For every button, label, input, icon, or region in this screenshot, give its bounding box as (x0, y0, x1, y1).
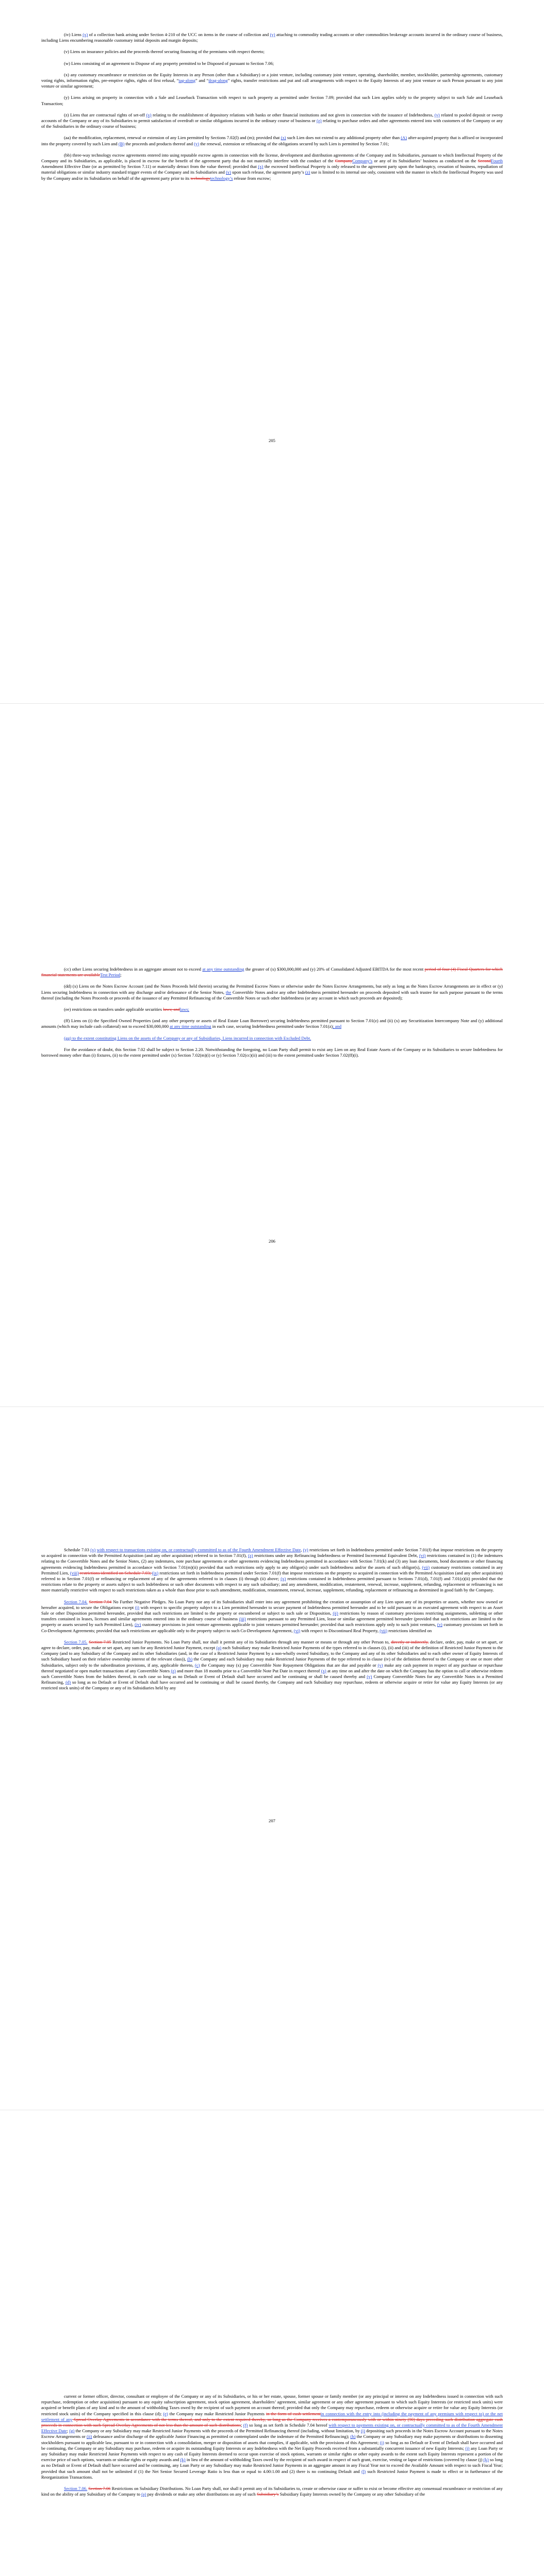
inserted-text: (j) (465, 2445, 470, 2451)
inserted-text: (g) (69, 2428, 75, 2434)
paragraph-text: such Lien does not extend to any additional property other than (286, 135, 401, 141)
paragraph-text: Subsidiary Equity Interests owned by the Company or any other Subsidiary of the (278, 2492, 425, 2497)
paragraph-text: (dd) (x) Liens on the Notes Escrow Account (and the Notes Proceeds held therein) securing the Permitted Escrow Notes or otherwise under the Notes Escrow Arrangements, but only as long as the Notes Escrow Arrangements are in effect or (y) Liens securing Indebtedness in connection with any discharge and/or defeasance of the Senior Notes, (41, 984, 503, 995)
paragraph-text: related to pooled deposit or sweep accounts of the Company or any of its Subsidiaries to permit satisfaction of overdraft or similar obligations incurred in the ordinary course of business or (41, 112, 503, 124)
inserted-text: laws; (179, 1007, 189, 1012)
paragraph-text: (aa) the modification, replacement, renewal or extension of any Lien permitted by Sections 7.02(l) and (m); (64, 135, 256, 141)
inserted-text: (A) (401, 135, 407, 141)
inserted-text: (ii) (86, 2434, 92, 2439)
inserted-text: (a) (216, 1645, 222, 1651)
deleted-text: directly or indirectly, (391, 1639, 429, 1645)
paragraph-text: with respect to specific property subject to a Lien permitted hereunder to secure payment of Indebtedness permitted hereunder and to be sold pursuant to an executed agreement with respect to an Asset Sale or other Disposition permitted hereunder, provided that such restrictions are limited to the property or encumbered or subject to such sale or Disposition, (41, 1604, 503, 1616)
deleted-text: Subsidiary’s (256, 2492, 279, 2497)
page-207-body (41, 1547, 503, 1697)
paragraph-text: (v) Liens on insurance policies and the proceeds thereof securing financing of the premiums with respect thereto; (64, 49, 265, 55)
inserted-text: at any time outstanding (170, 1024, 211, 1029)
page-205-body (41, 32, 503, 187)
deleted-text: Company (335, 158, 353, 164)
paragraph-text: the Company or any Subsidiary may make payments or distributions to dissenting stockholders pursuant to applicable law, pursuant to or in connection with a consolidation, merger or disposition of assets that complies, if applicable, with the provisions of this Agreement; (41, 2434, 503, 2445)
paragraph-text: the escrowed Intellectual Property is only released to the agreement party upon the bankruptcy, cessation of business, repudiation of material obligations or similar industry standard trigger events of the Company and its Subsidiaries and (41, 164, 503, 175)
inserted-text: (c) (194, 1662, 200, 1668)
paragraph-text: . No Loan Party nor any of its Subsidiaries shall enter into any agreement prohibiting the creation or assumption of any Lien upon any of its properties or assets, whether now owned or hereafter acquired, to secure the Obligations except (41, 1599, 503, 1610)
inserted-text: (v) (437, 1622, 442, 1628)
paragraph-text: each Subsidiary may make Restricted Junior Payments of the types referred to in clauses (i), (ii) and (iii) of the definition of Restricted Junior Payment to the Company (and to any Subsidiary of the Company and its other Subsidiaries (and, in the case of a Restricted Junior Payment by a non-wholly owned Subsidiary, to the Company and any of its other Subsidiaries and to each other owner of Equity Interests of such Subsidiary based on their relative ownership interest of the relevant class)), (41, 1645, 503, 1662)
page-207 (0, 1407, 544, 2110)
paragraph-text: ; (240, 2422, 243, 2428)
paragraph-text: , (301, 1547, 303, 1552)
inserted-text: with respect to transactions existing on, or contractually committed to as of the Fourth Amendment Effective Date (96, 1547, 301, 1552)
paragraph-text: the Company or any Subsidiary may make Restricted Junior Payments with the proceeds of the Permitted Refinancing thereof (including, without limitation, by (74, 2428, 361, 2434)
paragraph (41, 1639, 503, 1691)
paragraph-text: so long as no Default or Event of Default shall have occurred and be continuing, the Company or any Subsidiary may purchase, redeem or acquire its outstanding Equity Interests or any Indebtedness with the Net Equity Proceeds received from a substantially concurrent issuance of new Equity Interests; (41, 2439, 503, 2451)
inserted-text: Test Period (100, 972, 121, 978)
inserted-text: (k) (180, 2457, 186, 2463)
paragraph-text: . No Loan Party shall, nor shall it permit any of its Subsidiaries through any manner or means or through any other Person to, (161, 1639, 391, 1645)
page-number: 207 (269, 1818, 275, 1823)
inserted-text: (vi) (419, 1553, 426, 1558)
inserted-text: (e) (163, 2411, 168, 2416)
inserted-text: (l) (361, 2468, 366, 2474)
paragraph-text: current or former officer, director, consultant or employee of the Company or any of its Subsidiaries, or his or her estate, spouse, former spouse or family member (or any principal or interest on any Indebtedness issued in connection with such repurchase, redemption or other acquisition) pursuant to any equity subscription agreement, stock option agreement, shareholders’ agreement, similar agreement or any other agreement pursuant to which such Equity Interests (or restricted stock units) were acquired or benefit plans of any kind and to the amount of withholding Taxes owed by the recipient of such payment on account thereof; (41, 2394, 503, 2411)
paragraph-text: restrictions contained in (1) the indentures relating to the Convertible Notes and the Senior Notes, (2) any indentures, note purchase agreements or other agreements evidencing Indebtedness permitted in accordance with Section 7.01(k) and (3) any loan documents, bond documents or other financing agreements evidencing Indebtedness permitted in accordance with Section 7.01(m)(ii) (41, 1553, 503, 1570)
paragraph-text: so long as no Default or Event of Default shall have occurred and be continuing, any Loan Party or any Subsidiary may make Restricted Junior Payments in an aggregate amount in any Fiscal Year not to exceed the Available Amount with respect to such Fiscal Year; (41, 2457, 503, 2468)
inserted-text: (y) (303, 1547, 308, 1552)
paragraph-text: (w) Liens consisting of an agreement to Dispose of any property permitted to be Disposed of pursuant to Section 7.06; (64, 60, 274, 66)
deleted-text: period of four (4) Fiscal Quarters for which financial statements are available (41, 967, 503, 978)
paragraph-text: (z) Liens that are contractual rights of set-off (64, 112, 146, 117)
inserted-text: (B) (118, 141, 125, 146)
inserted-text: (a) (141, 2492, 146, 2497)
paragraph-text: of a collection bank arising under Section 4-210 of the UCC on items in the course of collection and (88, 32, 270, 37)
inserted-text: (d) (65, 1680, 71, 1685)
inserted-text: (x) (146, 112, 152, 117)
paragraph-text: upon such release, the agreement party’s (231, 170, 305, 175)
inserted-text: ; and (333, 1024, 342, 1029)
inserted-text: (i) (360, 2428, 366, 2434)
paragraph-text: ; (120, 972, 122, 978)
paragraph-text: restrictions pursuant to any Permitted Lien, lease or similar agreement permitted hereunder ( (245, 1616, 416, 1622)
paragraph-text: so long as no Default or Event of Default shall have occurred and be continuing or shall be caused thereby, the Company and each Subsidiary may repurchase, redeem or otherwise acquire or retire for value any Equity Interests (or any restricted stock units) of the Company or any of its Subsidiaries held by any (41, 1680, 503, 1691)
inserted-text: the (225, 989, 232, 995)
paragraph-text: Convertible Notes and/or any other Indebtedness permitted hereunder on proceeds deposited with such trustee for such purpose pursuant to the terms thereof (including the Notes Proceeds or proceeds of the issuance of any Permitted Refinancing of the Convertible Notes or such other Indebtedness (or any account in which such proceeds are deposited); (41, 989, 503, 1001)
inserted-text: Section 7.04. (64, 1599, 88, 1604)
deleted-text: technology (190, 175, 210, 181)
paragraph-text: No Further Negative Pledges (111, 1599, 166, 1604)
inserted-text: technology’s (210, 175, 233, 181)
paragraph-text: restrictions by reason of customary provisions restricting assignments, subletting or other transfers contained in leases, licenses and similar agreements entered into in the ordinary course of business (41, 1611, 503, 1622)
page-206-body (41, 967, 503, 1064)
paragraph-text: Amendment Effective Date (or as permitted by Section 7.11) or materially detract from the value thereof; (41, 164, 233, 170)
inserted-text: (x) (281, 135, 286, 141)
paragraph (41, 112, 503, 130)
paragraph-text: the Company and each Subsidiary may make Restricted Junior Payments of the type referred to in clause (iv) of the definition thereof to the Company or one or more other Subsidiaries, subject only to the subordination provisions, if any, applicable thereto, (41, 1656, 503, 1668)
inserted-text: (y) (377, 1662, 383, 1668)
inserted-text: (b) (187, 1656, 193, 1662)
paragraph-text: use is limited to its internal use only, consistent with the manner in which the Intellectual Property was used by the Company and/or its Subsidiaries on behalf of the agreement party prior to its (41, 170, 503, 181)
paragraph-text: the proceeds and products thereof and (124, 141, 194, 146)
inserted-text: (iv) (135, 1622, 141, 1628)
inserted-text: Section 7.06. (64, 2486, 88, 2492)
inserted-text: Company’s (352, 158, 373, 164)
inserted-text: (f) (243, 2422, 248, 2428)
paragraph (41, 135, 503, 146)
paragraph-text: customary provisions in joint venture agreements applicable to joint ventures permitted hereunder; provided that such restrictions apply only to such joint ventures, (141, 1622, 437, 1628)
paragraph-text: (y) Liens arising on property in connection with a Sale and Leaseback Transaction with respect to such property as permitted under Section 7.09; provided that such Lien applies solely to the property subject to such Sale and Leaseback Transaction; (41, 95, 503, 106)
paragraph-text: so long as set forth in Schedule 7.04 hereof (248, 2422, 329, 2428)
inserted-text: (vi) (293, 1628, 301, 1633)
inserted-text: Section 7.05. (64, 1639, 88, 1645)
paragraph (41, 61, 503, 66)
paragraph (41, 984, 503, 1001)
paragraph-text: defeasance and/or discharge of the applicable Junior Financing as permitted or contemplated under the indenture of the Permitted Refinancing); (92, 2434, 351, 2439)
paragraph-text: make any cash payment in respect of any purchase or repurchase thereof negotiated or open market transactions of any Convertible Notes (41, 1662, 503, 1673)
paragraph-text: (iv) Liens (64, 32, 83, 37)
paragraph (41, 2394, 503, 2480)
paragraph-text: that such amount shall not be unlimited if (1) the Net Senior Secured Leverage Ratio is less than or equal to 4.00:1.00 and (2) there is no continuing Default and (57, 2468, 362, 2474)
paragraph (41, 1018, 503, 1029)
paragraph (41, 1547, 503, 1594)
paragraph (41, 72, 503, 90)
paragraph-text: (ee) restrictions on transfers under applicable securities (64, 1007, 163, 1012)
paragraph-text: restrictions under any Refinancing Indebtedness or Permitted Incremental Equivalent Debt, (253, 1553, 419, 1558)
inserted-text: (y) (270, 32, 275, 37)
paragraph (41, 49, 503, 55)
paragraph-text: ” and “ (195, 78, 209, 83)
paragraph-text: attaching to commodity trading accounts or other commodities brokerage accounts incurred in the ordinary course of business, including Liens encumbering reasonable customary initial deposits and margin deposits; (41, 32, 503, 43)
paragraph-text: that (272, 135, 281, 141)
paragraph-text: provided (41, 2468, 57, 2474)
paragraph-text: provided (96, 1628, 112, 1633)
paragraph (41, 32, 503, 43)
paragraph-text: the Company may make Restricted Junior Payments (168, 2411, 266, 2416)
page-208-body (41, 2394, 503, 2503)
paragraph-text: declare, order, pay, make or set apart, or agree to declare, order, pay, make or set apart, any sum for any Restricted Junior Payment, except (41, 1639, 503, 1651)
paragraph-text: (x) any customary encumbrance or restriction on the Equity Interests in any Person (other than a Subsidiary) or a joint venture, including customary joint venture, operating, shareholder, member, stockholder, partnership agreements, customary voting rights, information rights, pre-emptive rights, rights of first refusal, “ (41, 72, 503, 83)
paragraph-text: Restricted Junior Payments (111, 1639, 162, 1645)
paragraph-text: the Company may (x) pay Convertible Note Repayment Obligations that are due and payable or (200, 1662, 378, 1668)
paragraph-text: provided (199, 1564, 216, 1570)
inserted-text: (ii) (333, 1611, 338, 1616)
inserted-text: (ix) (152, 1570, 159, 1575)
paragraph-text: that such restrictions are limited to the property or assets secured by such Permitted Lien), (41, 1616, 503, 1628)
paragraph-text: with respect to Discontinued Real Property, (300, 1628, 380, 1633)
inserted-text: (i) (135, 1604, 140, 1610)
page-208 (0, 2110, 544, 2576)
paragraph-text: that the restrictions relate to the property or assets subject to such Indebtedness or such other documents with respect to any such subsidiary; and any amendment, modification, restatement, renewal, increase, supplement, refunding, replacement or refinancing is not more materially restrictive with respect to such restrictions taken as a whole than those prior to such amendment, modification, restatement, renewal, increase, supplement, refunding, replacement or refinancing as determined in good faith by the Company. (41, 1576, 503, 1593)
inserted-text: tag-along (178, 78, 195, 83)
deleted-text: Section 7.04 (89, 1599, 112, 1604)
paragraph-text: (cc) other Liens securing Indebtedness in an aggregate amount not to exceed (64, 967, 203, 972)
paragraph-text: release from escrow; (233, 175, 271, 181)
paragraph-text: in lieu of the amount of withholding Taxes owed by the recipient of such award in respect of such grant, exercise, vesting or lapse of restrictions (covered by clause (j) (185, 2457, 484, 2463)
paragraph-text: customary restrictions contained in any Permitted Lien, (41, 1564, 503, 1575)
page-206 (0, 704, 544, 1406)
paragraph-text: provided (415, 1616, 432, 1622)
paragraph-text: relating to the establishment of depository relations with banks or other financial institutions and not given in connection with the issuance of Indebtedness, (151, 112, 435, 117)
paragraph-text: that such restrictions are applicable only to the property subject to such Co-Development Agreement, (112, 1628, 294, 1633)
paragraph-text: (bb) three-way technology escrow agreements entered into using reputable escrow agents in connection with the license, development and distribution agreements of the Company and its Subsidiaries, pursuant to which Intellectual Property of the Company and its Subsidiaries, as applicable, is placed in escrow for the benefit of the agreement party that do not materially interfere with the conduct of the (41, 152, 503, 164)
deleted-text: Second (477, 158, 491, 164)
page-number: 205 (269, 438, 275, 443)
paragraph-text: or any of its Subsidiaries’ business as conducted on the (372, 158, 478, 164)
inserted-text: (y) (434, 112, 440, 117)
paragraph-text: ” rights, transfer restrictions and put and call arrangements with respect to the Equity Interests of any joint venture or such Person pursuant to any joint venture or similar agreement; (41, 78, 503, 89)
inserted-text: (h) (350, 2434, 356, 2439)
paragraph-text: Restrictions on Subsidiary Distributions (110, 2486, 183, 2492)
inserted-text: (x) (90, 1547, 96, 1552)
deleted-text: laws; and (163, 1007, 180, 1012)
paragraph (41, 1047, 503, 1058)
paragraph-text: relating to purchase orders and other agreements entered into with customers of the Company or any of the Subsidiaries in the ordinary course of business; (41, 118, 503, 129)
inserted-text: (z) (171, 1668, 176, 1673)
paragraph-text: at any time on and after the date on which the Company has the option to call or otherwise redeem such Convertible Notes from the holders thereof, in each case so long as no Default or Event of Default shall have occurred and be continuing or shall be caused thereby and (41, 1668, 503, 1680)
paragraph-text: that such restrictions only apply to any obligor(s) under such Indebtedness and/or the assets of such obligor(s), (215, 1564, 422, 1570)
paragraph (41, 1036, 503, 1041)
paragraph (41, 2486, 503, 2497)
inserted-text: (x) (83, 32, 88, 37)
inserted-text: (viii) (70, 1570, 79, 1575)
paragraph-text: restrictions set forth in Indebtedness permitted under Section 7.01(f) that impose restrictions on the property so acquired in connection with the Permitted Acquisition (and any other acquisition) referred to in Section 7.01(f), (41, 1547, 503, 1558)
paragraph-text: provided (256, 135, 272, 141)
deleted-text: restrictions identified on Schedule 7.03; (78, 1570, 152, 1575)
paragraph-text: that only the Company may repurchase, redeem or otherwise acquire or retire for value any Equity Interests (or restricted stock units) of the Company specified in this clause (d); (41, 2405, 503, 2416)
inserted-text: (x) (321, 1668, 326, 1673)
paragraph-text: restrictions identified on (387, 1628, 432, 1633)
inserted-text: (vii) (380, 1628, 388, 1633)
deleted-text: Section 7.06 (88, 2486, 111, 2492)
paragraph-text: ; (67, 2428, 70, 2434)
page-205 (0, 0, 544, 703)
inserted-text: (iii) (239, 1616, 246, 1622)
inserted-text: (x) (281, 1576, 286, 1582)
page-number: 206 (269, 1239, 275, 1244)
paragraph-text: Company Convertible Notes for any Convertible Notes in a Permitted Refinancing, (41, 1674, 503, 1685)
inserted-text: (y) (226, 170, 232, 175)
paragraph-text: in each case, securing Indebtedness permitted under Section 7.01(z) (211, 1024, 333, 1029)
inserted-text: Fourth (491, 158, 503, 164)
paragraph-text: any Loan Party or any Subsidiary may make Restricted Junior Payments with respect to any cash of Equity Interests deemed to occur upon exercise of stock options, warrants or similar rights or other equity awards to the extent such Equity Interests represent a portion of the exercise price of such options, warrants or similar rights or equity awards and (41, 2445, 503, 2463)
paragraph (41, 1599, 503, 1634)
inserted-text: (x) (258, 164, 263, 170)
inserted-text: (y) (367, 1674, 372, 1680)
paragraph-text: . No Loan Party shall, nor shall it permit any of its Subsidiaries to, create or otherwise cause or suffer to exist or become effective any consensual encumbrance or restriction of any kind on the ability of any Subsidiary of the Company to (41, 2486, 503, 2497)
paragraph (41, 95, 503, 106)
paragraph-text: restrictions contained in Indebtedness permitted pursuant to Sections 7.01(d), 7.01(f) and 7.01(z)(ii) (286, 1576, 472, 1582)
paragraph (41, 152, 503, 181)
inserted-text: (k) (483, 2457, 489, 2463)
inserted-text: drag-along (208, 78, 228, 83)
deleted-text: Section 7.05 (89, 1639, 111, 1645)
paragraph-text: and more than 18 months prior to a Convertible Note Put Date in respect thereof (175, 1668, 321, 1673)
inserted-text: (gg) to the extent constituting Liens on the assets of the Company or any of Subsidiaries, Liens incurred in connection with Excluded Debt. (64, 1035, 311, 1041)
paragraph-text: For the avoidance of doubt, this Section 7.02 shall be subject to Section 2.20. Notwithstanding the foregoing, no Loan Party shall permit to exist any Lien on any Real Estate Assets of the Company or its Subsidiaries to secure Indebtedness for borrowed money other than (i) fixtures, (ii) to the extent permitted under (x) Section 7.02(m)(i) or (y) Section 7.02(cc)(ii) and (iii) to the extent permitted under Section 7.02(ff)(i). (41, 1046, 503, 1058)
inserted-text: (z) (317, 118, 322, 124)
paragraph-text: provided (233, 164, 249, 170)
inserted-text: (vii) (422, 1564, 430, 1570)
inserted-text: at any time outstanding (202, 967, 244, 972)
paragraph-text: after-acquired property that is affixed or incorporated into the property covered by such Lien and (41, 135, 503, 146)
paragraph-text: depositing such proceeds in the Notes Escrow Account pursuant to the Notes Escrow Arrangements or (41, 2428, 503, 2439)
paragraph-text: such Restricted Junior Payment is made to effect or in furtherance of the Reorganization Transactions. (41, 2468, 503, 2480)
paragraph-text: pay dividends or make any other distributions on any of such (146, 2492, 257, 2497)
inserted-text: (z) (305, 170, 310, 175)
paragraph-text: the greater of (x) $300,000,000 and (y) 20% of Consolidated Adjusted EBITDA for the most recent (244, 967, 425, 972)
paragraph (41, 967, 503, 978)
inserted-text: (i) (380, 2439, 384, 2445)
inserted-text: with respect to payments existing on, or contractually committed to as of the Fourth Amendment Effective Date (41, 2422, 503, 2434)
paragraph (41, 1007, 503, 1012)
deleted-text: in the form of cash settlement (266, 2411, 321, 2416)
paragraph-text: the renewal, extension or refinancing of the obligations secured by such Lien is permitted by Section 7.01; (199, 141, 389, 146)
paragraph-text: customary provisions set forth in Co-Development Agreements; (41, 1622, 503, 1633)
paragraph-text: provided (287, 2405, 303, 2411)
paragraph-text: (ff) Liens on (i) the Specified Owned Properties (and any other property or assets of Real Estate Loan Borrower) securing Indebtedness permitted pursuant to Section 7.01(z) and (ii) (x) any Securitization Intercompany Note and (y) additional amounts (which may include cash collateral) not to exceed $30,000,000 (41, 1018, 503, 1029)
paragraph-text: Schedule 7.03 (64, 1547, 91, 1552)
deleted-text: Spread Overlay Agreements in accordance with the terms thereof, and only to the extent required thereby, so long as the Company receives a contemporaneously with or within ninety (90) days preceding such distribution aggregate cash proceeds in connection with such Spread Overlay Agreements of not less than the amount of such distributions (41, 2416, 503, 2428)
paragraph-text: restrictions set forth in Indebtedness permitted under Section 7.01(f) that impose restrictions on the property so acquired in connection with the Permitted Acquisition (and any other acquisition) referred to in Section 7.01(f) or refinancing or replacement of any of the agreements referred to in clauses (i) through (ii) above; (41, 1570, 503, 1582)
paragraph-text: provided (471, 1576, 488, 1582)
inserted-text: (z) (248, 1553, 253, 1558)
inserted-text: (y) (194, 141, 200, 146)
paragraph-text: that (249, 164, 258, 170)
inserted-text: in connection with the entry into (including the payment of any premium with respect to) or the net settlement of any (41, 2411, 503, 2422)
